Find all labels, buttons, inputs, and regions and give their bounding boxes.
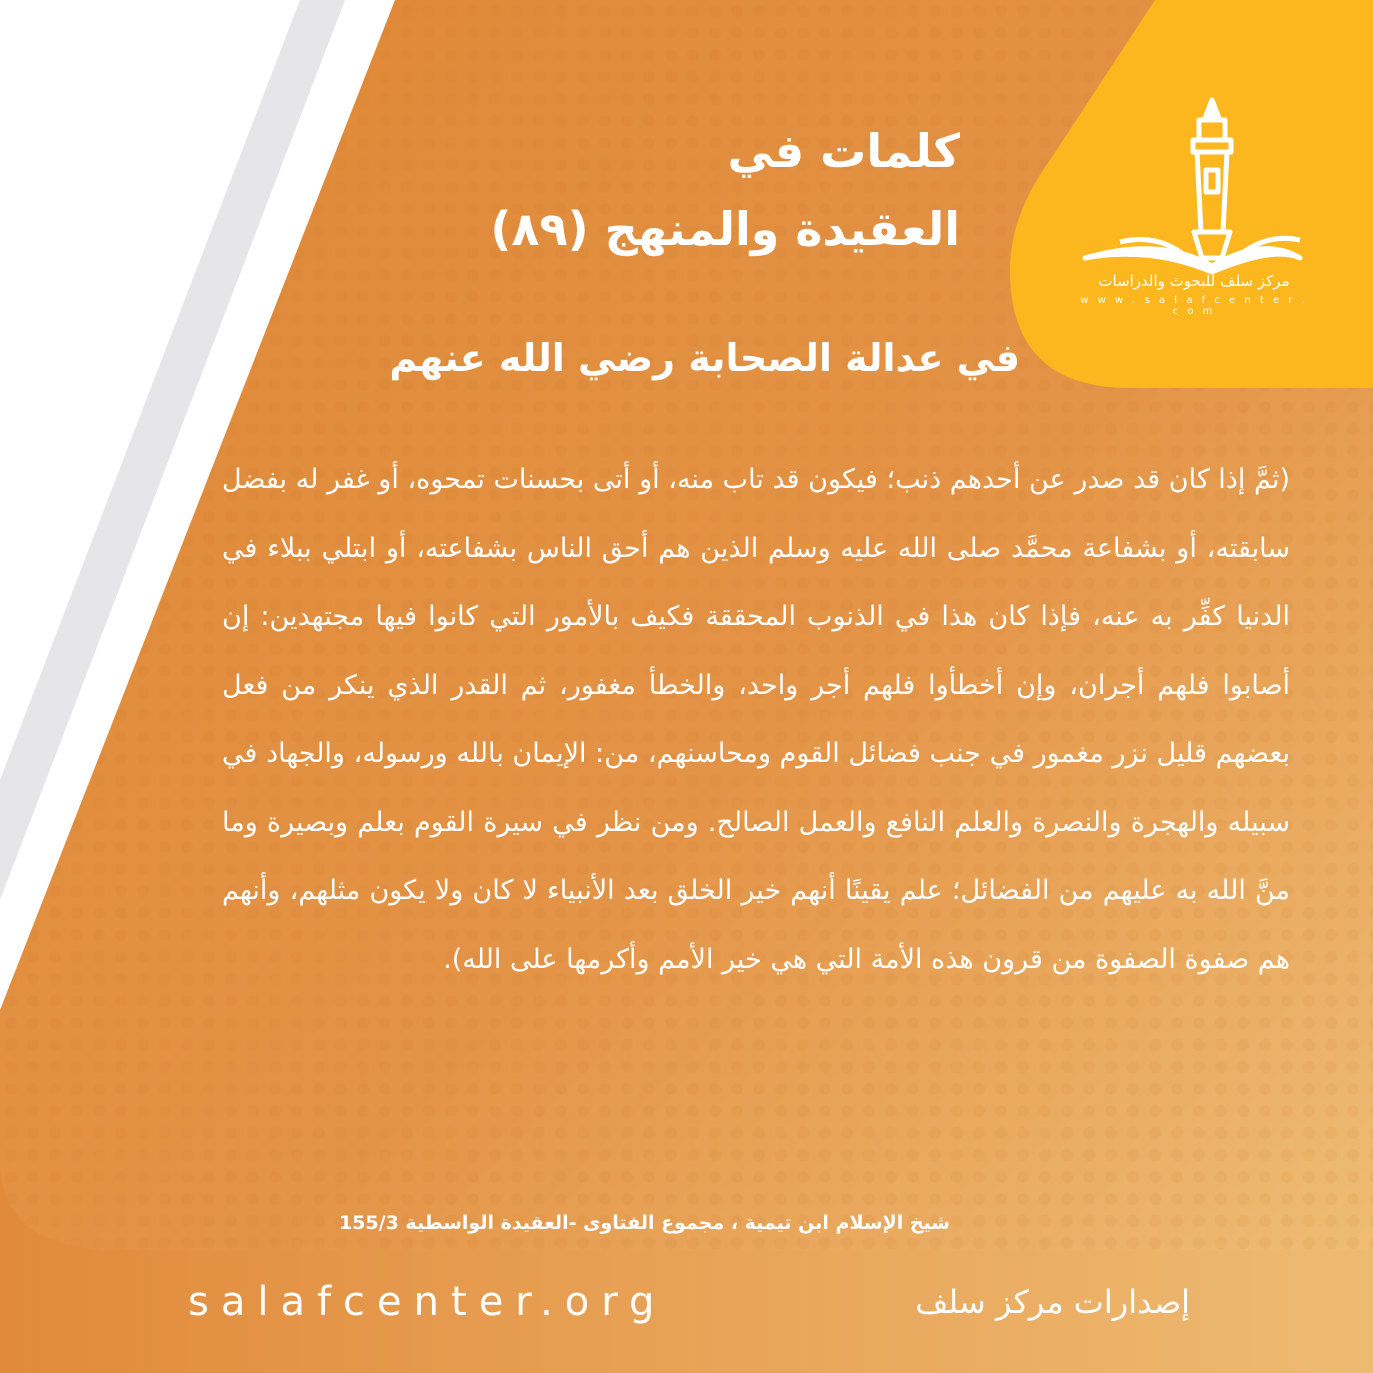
logo-background: [1005, 0, 1373, 388]
logo-panel: [1005, 0, 1373, 388]
quote-body: (ثمَّ إذا كان قد صدر عن أحدهم ذنب؛ فيكون قد تاب منه، أو أتى بحسنات تمحوه، أو غفر له بفضل سابقته، أو بشفاعة محمَّد صلى الله عليه وسلم الذين هم أحق الناس بشفاعته، أو ابتلي ببلاء في الدنيا كفِّر به عنه، فإذا كان هذا في الذنوب المحققة فكيف بالأمور التي كانوا فيها مجتهدين: إن أصابوا فلهم أجران، وإن أخطأوا فلهم أجر واحد، والخطأ مغفور، ثم القدر الذي ينكر من فعل بعضهم قليل نزر مغمور في جنب فضائل القوم ومحاسنهم، من: الإيمان بالله ورسوله، والجهاد في سبيله والهجرة والنصرة والعلم النافع والعمل الصالح. ومن نظر في سيرة القوم بعلم وبصيرة وما منَّ الله به عليهم من الفضائل؛ علم يقينًا أنهم خير الخلق بعد الأنبياء لا كان ولا يكون مثلهم، وأنهم هم صفوة الصفوة من قرون هذه الأمة التي هي خير الأمم وأكرمها على الله).: [222, 464, 1290, 975]
publisher-label: إصدارات مركز سلف: [915, 1283, 1190, 1321]
title-line-1: كلمات في: [727, 124, 960, 178]
logo-name: مركز سلف للبحوث والدراسات: [1098, 272, 1290, 290]
logo-url: w w w . s a l a f c e n t e r . c o m: [1080, 295, 1308, 317]
subtitle: في عدالة الصحابة رضي الله عنهم: [389, 336, 1020, 380]
page-title: [300, 112, 960, 268]
quote-source: شيخ الإسلام ابن تيمية ، مجموع الفتاوى -العقيدة الواسطية 155/3: [338, 1212, 950, 1234]
website-url: salafcenter.org: [188, 1279, 667, 1325]
title-line-2: العقيدة والمنهج (٨٩): [490, 202, 960, 256]
